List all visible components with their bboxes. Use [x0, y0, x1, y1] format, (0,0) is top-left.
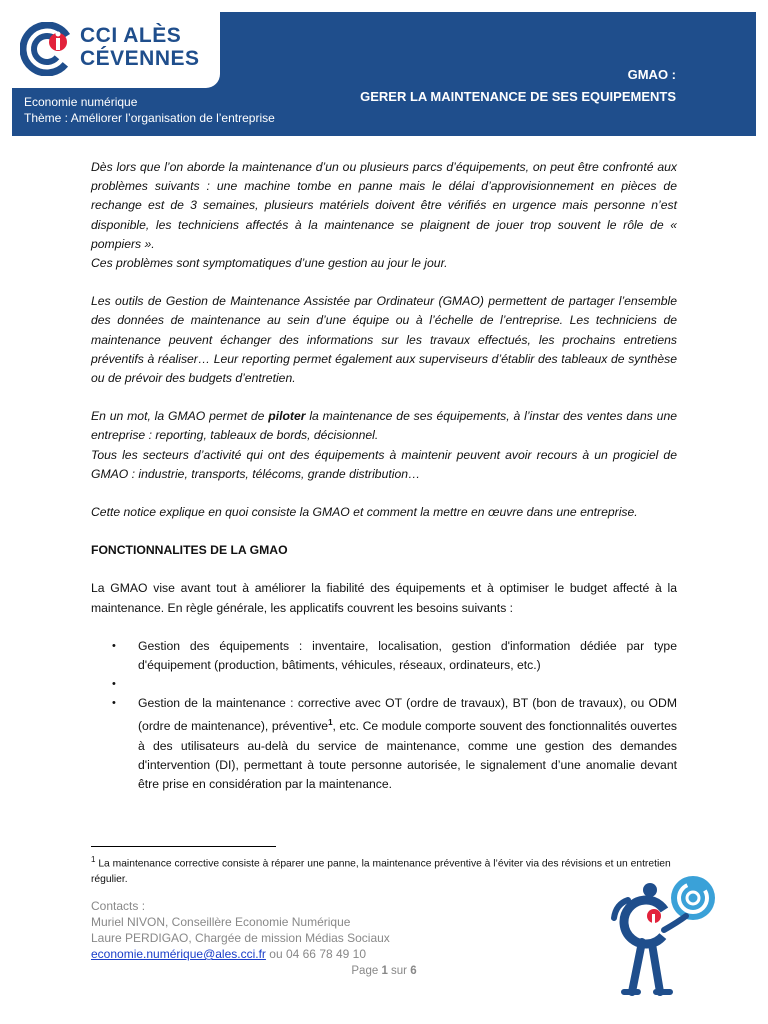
header-theme: Thème : Améliorer l’organisation de l’entreprise — [24, 111, 275, 125]
document-body — [91, 158, 677, 794]
footnote-marker: 1 — [91, 855, 96, 864]
contact-phone: ou 04 66 78 49 10 — [265, 947, 367, 961]
cci-mascot-icon — [598, 870, 728, 1000]
page-middle: sur — [387, 965, 411, 977]
intro-paragraph-1: Dès lors que l’on aborde la maintenance d’un ou plusieurs parcs d’équipements, on peut être confronté aux problèmes suivants : une machine tombe en panne mais le délai d’approvisionnement en pièces de rechange est de 3 semaines, plusieurs matériels doivent être vérifiés en urgence mais personne n’est disponible, les techniciens affectés à la maintenance se plaignent de jouer trop souvent le rôle de « pompiers ». — [91, 160, 677, 251]
logo-line-2: CÉVENNES — [80, 47, 200, 70]
footnote-text: La maintenance corrective consiste à réparer une panne, la maintenance préventive à l’éviter via des révisions et un entretien régulier. — [91, 858, 671, 886]
document-title — [360, 64, 676, 108]
section-lead: La GMAO vise avant tout à améliorer la fiabilité des équipements et à optimiser le budget affecté à la maintenance. En règle générale, les applicatifs couvrent les besoins suivants : — [91, 581, 677, 615]
page-current: 1 — [381, 965, 388, 977]
document-title-line-1: GMAO : — [627, 67, 676, 82]
header-category: Economie numérique — [24, 95, 138, 109]
intro-paragraph-3 — [91, 407, 677, 445]
footnote-reference[interactable]: 1 — [328, 718, 333, 728]
feature-list — [91, 637, 677, 794]
intro-paragraph-4: Cette notice explique en quoi consiste la GMAO et comment la mettre en œuvre dans une entreprise. — [91, 505, 638, 520]
contact-person-2: Laure PERDIGAO, Chargée de mission Médias Sociaux — [91, 931, 390, 945]
cci-logo-icon — [20, 22, 74, 76]
logo-line-1: CCI ALÈS — [80, 24, 182, 47]
intro-paragraph-2: Les outils de Gestion de Maintenance Assistée par Ordinateur (GMAO) permettent de partager l’ensemble des données de maintenance au sein d’une équipe ou à l’échelle de l’entreprise. Les techniciens de maintenance peuvent échanger des informations sur les travaux effectués, les prochains entretiens préventifs à réaliser… Leur reporting permet également aux superviseurs d’établir des tableaux de synthèse ou de prévoir des budgets d’entretien. — [91, 294, 677, 386]
intro-paragraph-1b: Ces problèmes sont symptomatiques d’une gestion au jour le jour. — [91, 256, 448, 271]
contacts-block — [91, 898, 390, 962]
header-subtitle — [24, 94, 275, 126]
contact-line — [91, 946, 390, 962]
bullet2-pre: Gestion de la maintenance : corrective avec OT (ordre de travaux), BT (bon de travaux), ou ODM (ordre de maintenance), préventive — [138, 696, 677, 734]
document-title-line-2: GERER LA MAINTENANCE DE SES EQUIPEMENTS — [360, 89, 676, 104]
contact-email-link[interactable]: economie.numérique@ales.cci.fr — [91, 947, 266, 961]
intro-paragraph-3b: Tous les secteurs d’activité qui ont des équipements à maintenir peuvent avoir recours à un progiciel de GMAO : industrie, transports, télécoms, grande distribution… — [91, 447, 677, 481]
contact-person-1: Muriel NIVON, Conseillère Economie Numérique — [91, 915, 351, 929]
footnote — [91, 852, 677, 888]
contacts-label: Contacts : — [91, 899, 146, 913]
feature-item-equipment: • Gestion des équipements : inventaire, localisation, gestion d'information dédiée par type d'équipement (production, bâtiments, véhicules, réseaux, ordinateurs, etc.) — [91, 637, 677, 675]
p3-post: la maintenance de ses équipements, à l’instar des ventes dans une entreprise : reporting, tableaux de bords, décisionnel. — [91, 409, 677, 443]
list-spacer — [91, 675, 677, 694]
bullet2-post: , etc. Ce module comporte souvent des fonctionnalités ouvertes à des utilisateurs au-delà du service de maintenance, comme une gestion des demandes d'intervention (DI), permettant à toute personne autorisée, le signalement d’une anomalie devant être prise en considération par la maintenance. — [138, 719, 677, 792]
page-prefix: Page — [351, 965, 382, 977]
section-heading: FONCTIONNALITES DE LA GMAO — [91, 543, 288, 558]
feature-item-maintenance — [91, 694, 677, 794]
footnote-separator — [91, 846, 276, 847]
page-total: 6 — [410, 965, 417, 977]
logo-text — [80, 24, 200, 70]
p3-bold: piloter — [268, 409, 306, 424]
p3-pre: En un mot, la GMAO permet de — [91, 409, 269, 424]
